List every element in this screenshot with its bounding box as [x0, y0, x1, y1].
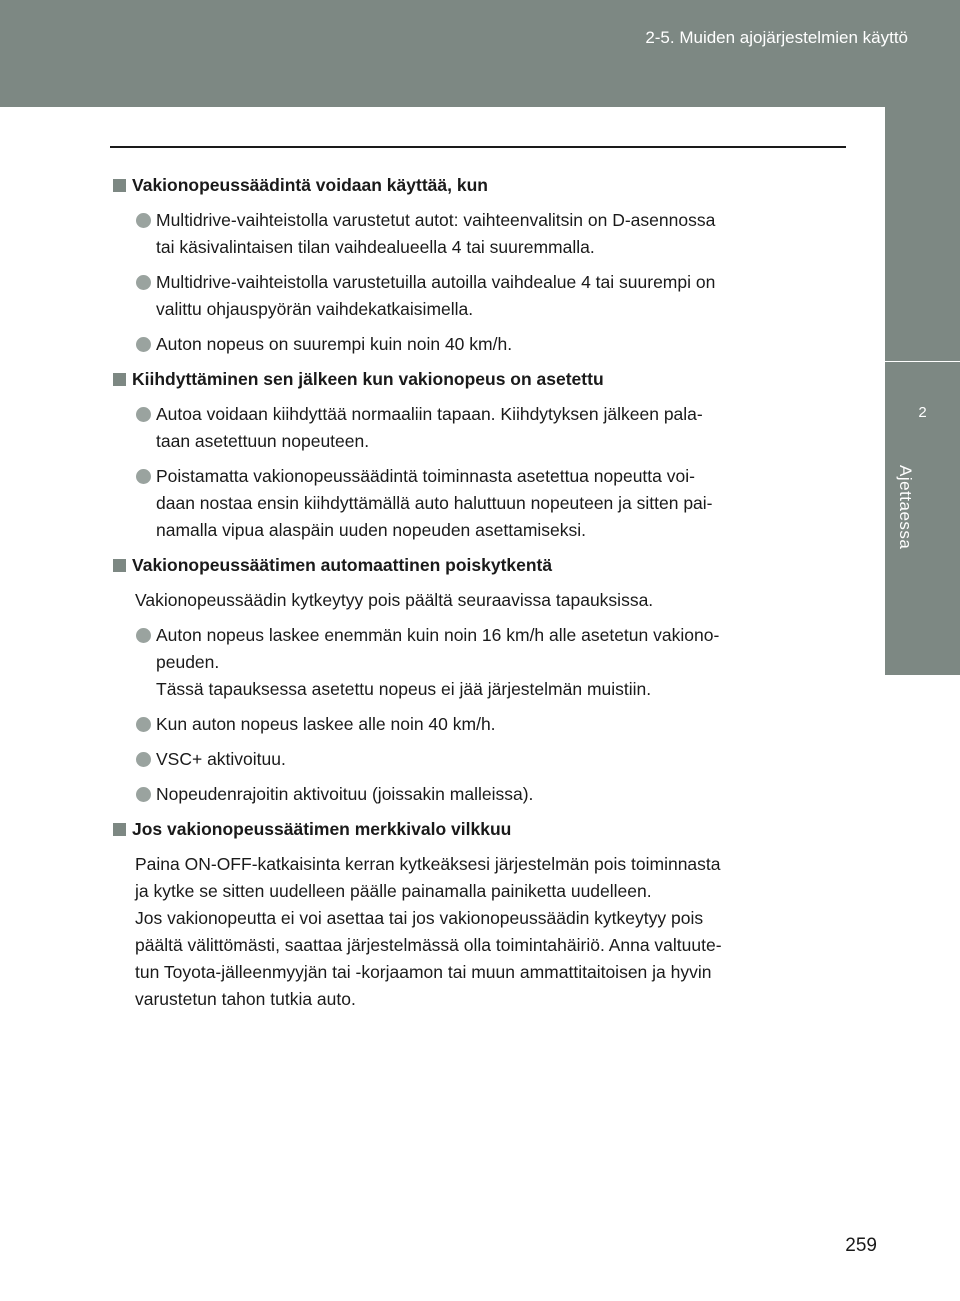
heading-text: Vakionopeussäädintä voidaan käyttää, kun [132, 175, 488, 195]
round-bullet-icon [136, 717, 151, 732]
item-line: namalla vipua alaspäin uuden nopeuden asettamiseksi. [156, 520, 587, 540]
item-line: Poistamatta vakionopeussäädintä toiminnasta asetettua nopeutta voi- [156, 466, 695, 486]
list-item [110, 781, 826, 808]
section-intro: Vakionopeussäädin kytkeytyy pois päältä seuraavissa tapauksissa. [135, 590, 654, 610]
list-item [110, 746, 826, 773]
section-heading [110, 552, 826, 579]
round-bullet-icon [136, 469, 151, 484]
item-line: daan nostaa ensin kiihdyttämällä auto haluttuun nopeuteen ja sitten pai- [156, 493, 713, 513]
round-bullet-icon [136, 787, 151, 802]
header-band [0, 0, 960, 107]
item-line: Multidrive-vaihteistolla varustetut autot: vaihteenvalitsin on D-asennossa [156, 210, 716, 230]
item-line: tai käsivalintaisen tilan vaihdealueella 4 tai suuremmalla. [156, 237, 595, 257]
item-line: Kun auton nopeus laskee alle noin 40 km/h. [156, 714, 496, 734]
paragraph-line: Jos vakionopeutta ei voi asettaa tai jos vakionopeussäädin kytkeytyy pois [135, 908, 704, 928]
list-item [110, 331, 826, 358]
paragraph-line: Paina ON-OFF-katkaisinta kerran kytkeäksesi järjestelmän pois toiminnasta [135, 854, 721, 874]
item-line: valittu ohjauspyörän vaihdekatkaisimella. [156, 299, 474, 319]
list-item [110, 622, 826, 703]
section-title: 2-5. Muiden ajojärjestelmien käyttö [645, 28, 908, 47]
round-bullet-icon [136, 213, 151, 228]
item-line: Auton nopeus laskee enemmän kuin noin 16 km/h alle asetetun vakiono- [156, 625, 720, 645]
round-bullet-icon [136, 337, 151, 352]
section-heading [110, 172, 826, 199]
heading-text: Jos vakionopeussäätimen merkkivalo vilkkuu [132, 819, 512, 839]
list-item [110, 711, 826, 738]
paragraph-line: ja kytke se sitten uudelleen päälle painamalla painiketta uudelleen. [135, 881, 652, 901]
list-item [110, 207, 826, 261]
side-tab-top [885, 107, 960, 362]
round-bullet-icon [136, 407, 151, 422]
round-bullet-icon [136, 275, 151, 290]
paragraph-line: tun Toyota-jälleenmyyjän tai -korjaamon tai muun ammattitaitoisen ja hyvin [135, 962, 712, 982]
square-bullet-icon [113, 559, 126, 572]
item-line: Tässä tapauksessa asetettu nopeus ei jää järjestelmän muistiin. [156, 679, 652, 699]
list-item [110, 269, 826, 323]
section-paragraph [110, 851, 826, 1013]
chapter-label: Ajettaessa [896, 465, 915, 550]
paragraph-line: varustetun tahon tutkia auto. [135, 989, 356, 1009]
item-line: Nopeudenrajoitin aktivoituu (joissakin malleissa). [156, 784, 534, 804]
list-item [110, 401, 826, 455]
list-item [110, 463, 826, 544]
round-bullet-icon [136, 628, 151, 643]
square-bullet-icon [113, 179, 126, 192]
item-line: Auton nopeus on suurempi kuin noin 40 km/h. [156, 334, 513, 354]
item-line: Multidrive-vaihteistolla varustetuilla autoilla vaihdealue 4 tai suurempi on [156, 272, 716, 292]
chapter-number: 2 [918, 404, 927, 421]
page-number: 259 [845, 1235, 877, 1256]
round-bullet-icon [136, 752, 151, 767]
item-line: Autoa voidaan kiihdyttää normaaliin tapaan. Kiihdytyksen jälkeen pala- [156, 404, 703, 424]
item-line: taan asetettuun nopeuteen. [156, 431, 370, 451]
square-bullet-icon [113, 373, 126, 386]
section-heading [110, 816, 826, 843]
heading-text: Vakionopeussäätimen automaattinen poiskytkentä [132, 555, 553, 575]
item-line: peuden. [156, 652, 220, 672]
page-content [110, 172, 826, 1021]
item-line: VSC+ aktivoituu. [156, 749, 286, 769]
heading-text: Kiihdyttäminen sen jälkeen kun vakionopeus on asetettu [132, 369, 604, 389]
paragraph-line: päältä välittömästi, saattaa järjestelmässä olla toimintahäiriö. Anna valtuute- [135, 935, 722, 955]
square-bullet-icon [113, 823, 126, 836]
top-rule [110, 146, 846, 148]
section-heading [110, 366, 826, 393]
